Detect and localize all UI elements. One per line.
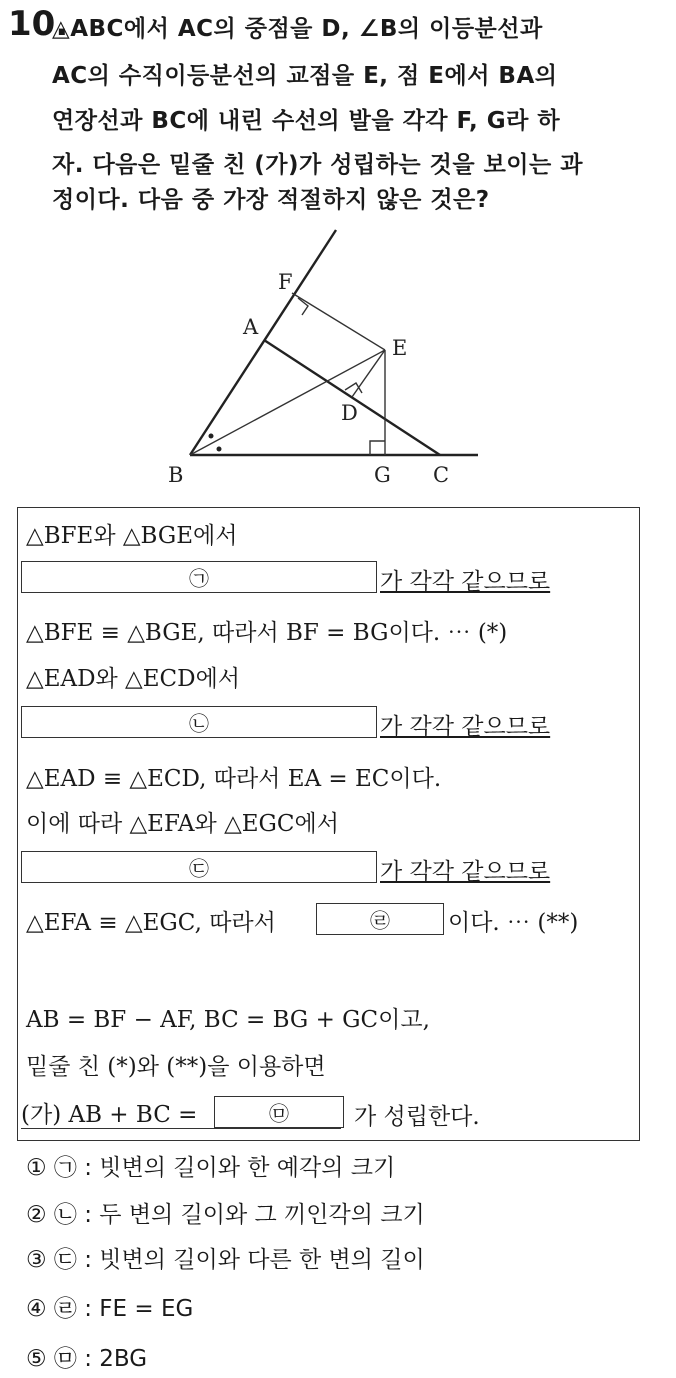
blank-3-marker: ㉢ bbox=[189, 856, 209, 881]
same-text-1: 가 각각 같으므로 bbox=[380, 569, 551, 595]
angle-mark-dot bbox=[209, 434, 214, 439]
question-line-2: AC의 수직이등분선의 교점을 E, 점 E에서 BA의 bbox=[52, 63, 558, 89]
proof-line-12b: 가 성립한다. bbox=[354, 1104, 480, 1130]
proof-line-3: △BFE ≡ △BGE, 따라서 BF = BG이다. ⋯ (*) bbox=[26, 620, 508, 646]
same-text-2: 가 각각 같으므로 bbox=[380, 714, 551, 740]
choice-5[interactable]: ⑤ ㉤ : 2BG bbox=[26, 1346, 148, 1372]
proof-line-9b: 이다. ⋯ (**) bbox=[448, 910, 579, 936]
question-line-3: 연장선과 BC에 내린 수선의 발을 각각 F, G라 하 bbox=[52, 108, 561, 134]
point-label-a: A bbox=[243, 315, 259, 339]
point-label-d: D bbox=[341, 401, 358, 425]
choice-1[interactable]: ① ㉠ : 빗변의 길이와 한 예각의 크기 bbox=[26, 1155, 396, 1181]
blank-2[interactable] bbox=[21, 706, 377, 738]
geometry-figure bbox=[0, 220, 676, 500]
proof-line-4: △EAD와 △ECD에서 bbox=[26, 666, 241, 692]
proof-line-12a: (가) AB + BC = bbox=[21, 1096, 341, 1129]
choice-4[interactable]: ④ ㉣ : FE = EG bbox=[26, 1296, 194, 1322]
blank-4[interactable] bbox=[316, 903, 444, 935]
blank-1[interactable] bbox=[21, 561, 377, 593]
proof-line-11: 밑줄 친 (*)와 (**)을 이용하면 bbox=[26, 1054, 326, 1080]
point-label-f: F bbox=[278, 270, 293, 294]
blank-5-marker: ㉤ bbox=[269, 1101, 289, 1126]
proof-line-6: △EAD ≡ △ECD, 따라서 EA = EC이다. bbox=[26, 766, 442, 792]
blank-4-marker: ㉣ bbox=[370, 908, 390, 933]
angle-mark-dot bbox=[217, 447, 222, 452]
question-line-5: 정이다. 다음 중 가장 적절하지 않은 것은? bbox=[52, 187, 490, 213]
question-line-4: 자. 다음은 밑줄 친 (가)가 성립하는 것을 보이는 과 bbox=[52, 152, 583, 178]
proof-line-7: 이에 따라 △EFA와 △EGC에서 bbox=[26, 811, 339, 837]
point-label-g: G bbox=[374, 463, 391, 487]
point-label-e: E bbox=[392, 336, 408, 360]
blank-5[interactable] bbox=[214, 1096, 344, 1128]
blank-2-marker: ㉡ bbox=[189, 711, 209, 736]
point-label-c: C bbox=[433, 463, 450, 487]
choice-2[interactable]: ② ㉡ : 두 변의 길이와 그 끼인각의 크기 bbox=[26, 1202, 425, 1228]
proof-line-1: △BFE와 △BGE에서 bbox=[26, 523, 238, 549]
question-number: 10. bbox=[8, 4, 69, 44]
proof-line-10: AB = BF − AF, BC = BG + GC이고, bbox=[26, 1007, 430, 1033]
blank-3[interactable] bbox=[21, 851, 377, 883]
question-line-1: △ABC에서 AC의 중점을 D, ∠B의 이등분선과 bbox=[52, 16, 543, 42]
proof-box bbox=[17, 507, 640, 1141]
same-text-3: 가 각각 같으므로 bbox=[380, 859, 551, 885]
proof-line-9a: △EFA ≡ △EGC, 따라서 bbox=[26, 910, 276, 936]
point-label-b: B bbox=[168, 463, 184, 487]
blank-1-marker: ㉠ bbox=[189, 566, 209, 591]
choice-3[interactable]: ③ ㉢ : 빗변의 길이와 다른 한 변의 길이 bbox=[26, 1247, 425, 1273]
